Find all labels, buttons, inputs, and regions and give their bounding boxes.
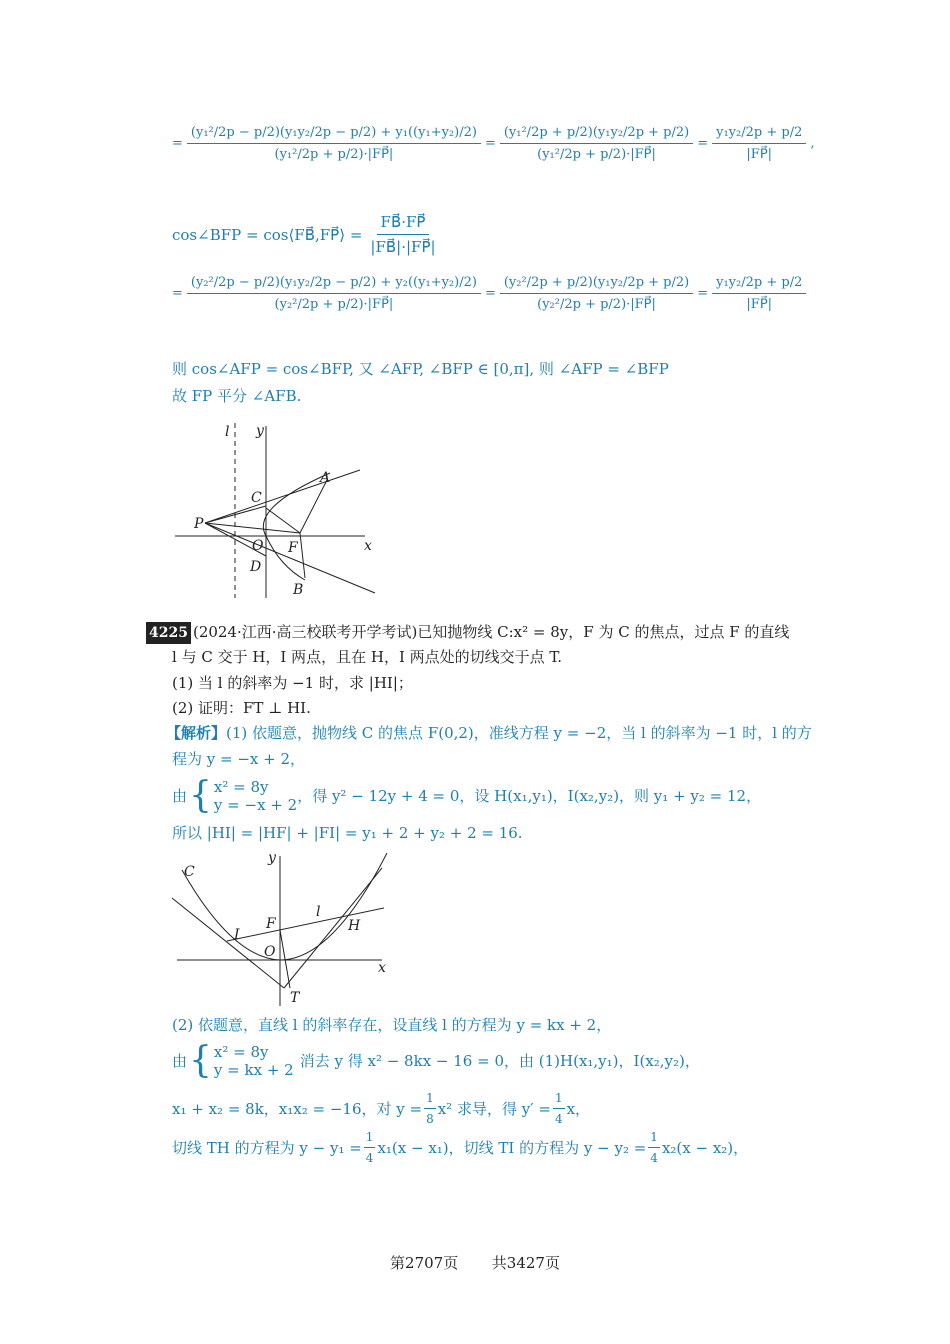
label-d: D (250, 559, 262, 575)
fraction-c: $\frac{\text{y₁y₂/2p + p/2}}{|FP⃗|}$ (712, 125, 806, 162)
chord-l (227, 908, 384, 941)
fraction-cos-bfp: $\frac{FB⃗\cdot FP⃗}{|FB⃗|\cdot|FP⃗|}$ (370, 213, 436, 256)
label-l: l (225, 424, 230, 440)
fraction-b: $\frac{\text{(y₁²/2p + p/2)(y₁y₂/2p + p/2)}}{\text{(y₁²/2p + p/2)·|FP⃗|}}$ (500, 125, 693, 162)
fraction-a2: $\frac{\text{(y₂²/2p − p/2)(y₁y₂/2p − p/2) + y₂((y₁+y₂)/2)}}{\text{(y₂²/2p + p/2)·|FP⃗|}}$ (187, 275, 481, 312)
fraction-a: $\frac{\text{(y₁²/2p − p/2)(y₁y₂/2p − p/2) + y₁((y₁+y₂)/2)}}{\text{(y₁²/2p + p/2)·|FP⃗|}}$ (187, 125, 481, 162)
solution-line-5: x₁ + x₂ = 8k，x₁x₂ = −16，对 y = $\frac{1}{8}$ x² 求导，得 y′ = $\frac{1}{4}$ x， (172, 1088, 590, 1129)
conclusion-line-2: 故 FP 平分 ∠AFB. (172, 387, 302, 405)
label-f: F (288, 540, 298, 556)
label-h-2: H (348, 918, 361, 934)
label-y: y (256, 423, 264, 439)
conclusion-line-1: 则 cos∠AFP = cos∠BFP, 又 ∠AFP, ∠BFP ∈ [0,π], 则 ∠AFP = ∠BFP (172, 360, 669, 378)
solution-system-2: 由 { x² = 8y y = kx + 2 消去 y 得 x² − 8kx − 16 = 0，由 (1)H(x₁,y₁)，I(x₂,y₂)， (172, 1040, 700, 1081)
figure-parabola-chord (172, 848, 392, 1008)
label-i-2: I (234, 927, 240, 943)
fraction-quarter-ti: $\frac{1}{4}$ (648, 1127, 660, 1168)
tangent-th (284, 868, 382, 988)
solution-line-1: 【解析】(1) 依题意，抛物线 C 的焦点 F(0,2)，准线方程 y = −2，当 l 的斜率为 −1 时，l 的方 (166, 724, 812, 742)
solution-line-2: 程为 y = −x + 2， (172, 750, 306, 768)
fraction-quarter-th: $\frac{1}{4}$ (364, 1127, 376, 1168)
line-ab (300, 480, 327, 533)
solution-line-3: 所以 |HI| = |HF| + |FI| = y₁ + 2 + y₂ + 2 = 16. (172, 824, 523, 842)
label-c: C (251, 490, 262, 506)
label-f-2: F (266, 916, 276, 932)
parabola-c-2 (182, 853, 387, 960)
problem-number-badge: 4225 (146, 622, 191, 644)
parabola-curve (263, 473, 330, 580)
fraction-one-eighth: $\frac{1}{8}$ (424, 1088, 436, 1129)
label-o: O (252, 538, 264, 554)
label-l-2: l (316, 904, 321, 920)
line-pb (205, 523, 375, 593)
label-b: B (293, 582, 304, 598)
line-fb (300, 533, 305, 578)
line-pa (205, 470, 360, 523)
line-cf (266, 508, 300, 533)
solution-system-1: 由 { x² = 8y y = −x + 2 ，得 y² − 12y + 4 = 0，设 H(x₁,y₁)，I(x₂,y₂)，则 y₁ + y₂ = 12， (172, 775, 762, 816)
solution-line-4: (2) 依题意，直线 l 的斜率存在，设直线 l 的方程为 y = kx + 2， (172, 1016, 612, 1034)
figure-parabola-tangents (170, 418, 390, 603)
label-a: A (320, 470, 331, 486)
label-y-2: y (268, 850, 276, 866)
line-pf (205, 523, 300, 533)
label-x-2: x (378, 960, 386, 976)
equation-cos-bfp: = $\frac{\text{(y₂²/2p − p/2)(y₁y₂/2p − p/2) + y₂((y₁+y₂)/2)}}{\text{(y₂²/2p + p/2)·|FP⃗|}}$ = $\frac{\text{(y₂²/2p + p/2)(y₁y₂/2p + p/2)}}{\text{(y₂²/2p + p/2)·|FP⃗|}}$ = $\frac{\text{y₁y₂/2p + p/2}}{|FP⃗|}$ (172, 275, 810, 312)
solution-line-6: 切线 TH 的方程为 y − y₁ = $\frac{1}{4}$ x₁(x − x₁)，切线 TI 的方程为 y − y₂ = $\frac{1}{4}$ x₂(x − x₂)， (172, 1127, 748, 1168)
label-p: P (194, 516, 204, 532)
label-x: x (364, 538, 372, 554)
problem-line-2: l 与 C 交于 H，I 两点，且在 H，I 两点处的切线交于点 T. (172, 648, 563, 666)
problem-line-1: 4225 (2024·江西·高三校联考开学考试)已知抛物线 C:x² = 8y，F 为 C 的焦点，过点 F 的直线 (146, 622, 789, 644)
label-t-2: T (290, 990, 300, 1006)
solution-tag: 【解析】 (166, 724, 227, 742)
page-footer (0, 1252, 950, 1273)
tangent-ti (172, 898, 284, 988)
equation-cos-bfp-def: cos∠BFP = cos⟨FB⃗,FP⃗⟩ = $\frac{FB⃗\cdot FP⃗}{|FB⃗|\cdot|FP⃗|}$ (172, 213, 444, 256)
equation-cos-afp: = $\frac{\text{(y₁²/2p − p/2)(y₁y₂/2p − p/2) + y₁((y₁+y₂)/2)}}{\text{(y₁²/2p + p/2)·|FP⃗|}}$ = $\frac{\text{(y₁²/2p + p/2)(y₁y₂/2p + p/2)}}{\text{(y₁²/2p + p/2)·|FP⃗|}}$ = $\frac{\text{y₁y₂/2p + p/2}}{|FP⃗|}$ , (172, 125, 815, 162)
fraction-one-quarter: $\frac{1}{4}$ (553, 1088, 565, 1129)
problem-part-2: (2) 证明：FT ⊥ HI. (172, 699, 311, 717)
page-number: 第2707页 (390, 1254, 459, 1272)
page-total: 共3427页 (491, 1254, 560, 1272)
label-c-2: C (184, 864, 195, 880)
label-o-2: O (264, 944, 276, 960)
problem-part-1: (1) 当 l 的斜率为 −1 时，求 |HI|； (172, 674, 413, 692)
fraction-c2: $\frac{\text{y₁y₂/2p + p/2}}{|FP⃗|}$ (712, 275, 806, 312)
fraction-b2: $\frac{\text{(y₂²/2p + p/2)(y₁y₂/2p + p/2)}}{\text{(y₂²/2p + p/2)·|FP⃗|}}$ (500, 275, 693, 312)
